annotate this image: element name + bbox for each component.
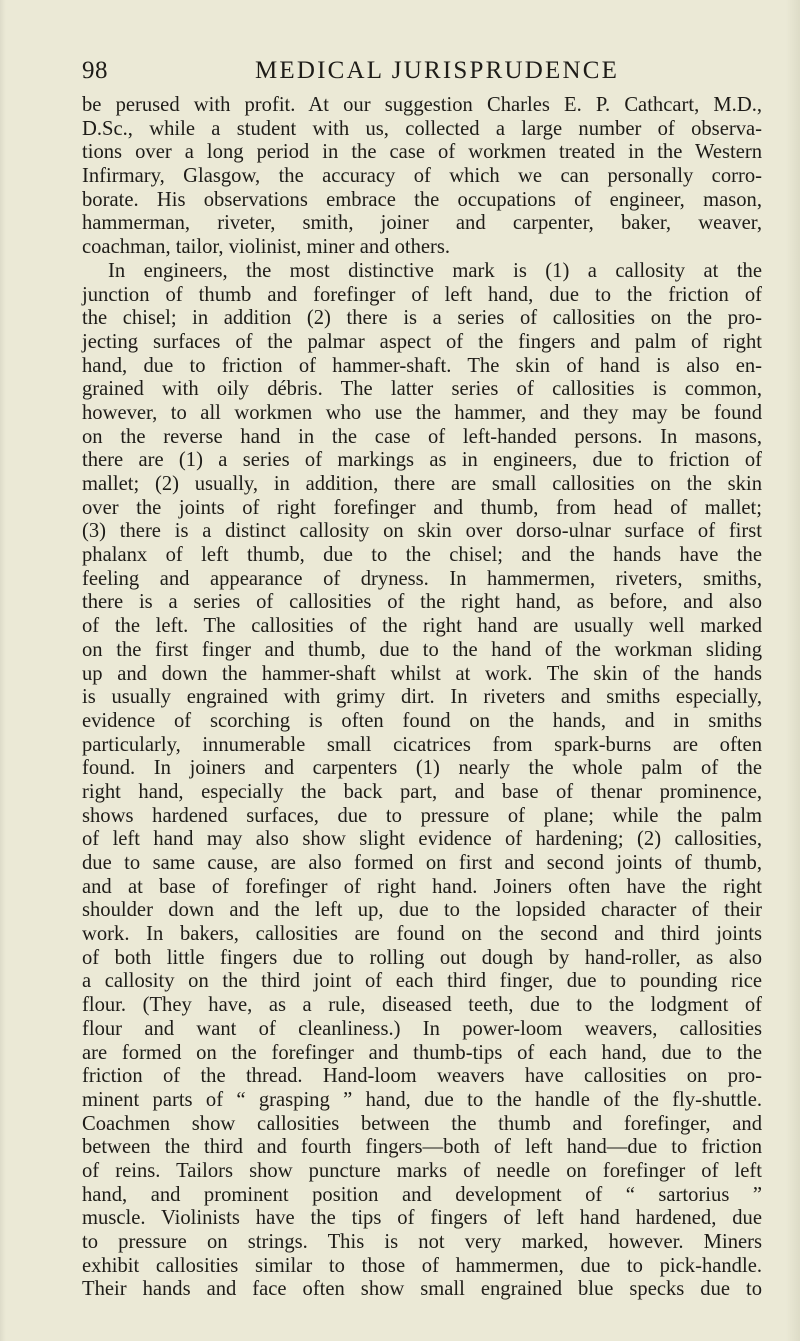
text-line: phalanx of left thumb, due to the chisel; and the hands have the bbox=[82, 544, 762, 567]
running-head: MEDICAL JURISPRUDENCE bbox=[255, 57, 620, 84]
text-line: evidence of scorching is often found on the hands, and in smiths bbox=[82, 709, 762, 732]
text-line: and at base of forefinger of right hand. Joiners often have the right bbox=[82, 875, 762, 898]
body-text bbox=[82, 94, 762, 1302]
text-line: between the third and fourth fingers—both of left hand—due to friction bbox=[82, 1136, 762, 1159]
text-line: jecting surfaces of the palmar aspect of the fingers and palm of right bbox=[82, 330, 762, 353]
text-line: on the first finger and thumb, due to the hand of the workman sliding bbox=[82, 638, 762, 661]
page-number: 98 bbox=[82, 57, 108, 84]
text-line: In engineers, the most distinctive mark is (1) a callosity at the bbox=[108, 259, 762, 282]
text-line: a callosity on the third joint of each third finger, due to pounding rice bbox=[82, 970, 762, 993]
text-line: friction of the thread. Hand-loom weavers have callosities on pro- bbox=[82, 1065, 762, 1088]
text-line: minent parts of “ grasping ” hand, due to the handle of the fly-shuttle. bbox=[82, 1088, 762, 1111]
text-line: right hand, especially the back part, and base of thenar prominence, bbox=[82, 780, 762, 803]
text-line: hammerman, riveter, smith, joiner and carpenter, baker, weaver, bbox=[82, 212, 762, 235]
text-line: muscle. Violinists have the tips of fingers of left hand hardened, due bbox=[82, 1207, 762, 1230]
text-line: to pressure on strings. This is not very marked, however. Miners bbox=[82, 1231, 762, 1253]
text-line: D.Sc., while a student with us, collected a large number of observa- bbox=[82, 117, 762, 140]
text-line: Their hands and face often show small engrained blue specks due to bbox=[82, 1278, 762, 1301]
text-line: flour. (They have, as a rule, diseased teeth, due to the lodgment of bbox=[82, 994, 762, 1017]
text-line: shoulder down and the left up, due to the lopsided character of their bbox=[82, 899, 762, 922]
text-line: due to same cause, are also formed on first and second joints of thumb, bbox=[82, 852, 762, 874]
text-line: however, to all workmen who use the hammer, and they may be found bbox=[82, 401, 762, 424]
text-line: (3) there is a distinct callosity on skin over dorso-ulnar surface of first bbox=[82, 520, 762, 543]
text-line: the chisel; in addition (2) there is a series of callosities on the pro- bbox=[82, 307, 762, 330]
text-line: work. In bakers, callosities are found on the second and third joints bbox=[82, 923, 762, 946]
text-line: feeling and appearance of dryness. In hammermen, riveters, smiths, bbox=[82, 567, 762, 590]
text-line: flour and want of cleanliness.) In power-loom weavers, callosities bbox=[82, 1017, 762, 1040]
text-line: are formed on the forefinger and thumb-tips of each hand, due to the bbox=[82, 1041, 762, 1064]
text-line: of the left. The callosities of the right hand are usually well marked bbox=[82, 615, 762, 638]
page-header bbox=[82, 57, 762, 87]
text-line: of reins. Tailors show puncture marks of needle on forefinger of left bbox=[82, 1159, 762, 1182]
text-line: on the reverse hand in the case of left-handed persons. In masons, bbox=[82, 425, 762, 448]
text-line: up and down the hammer-shaft whilst at work. The skin of the hands bbox=[82, 662, 762, 685]
text-line: borate. His observations embrace the occupations of engineer, mason, bbox=[82, 188, 762, 211]
text-line: mallet; (2) usually, in addition, there are small callosities on the skin bbox=[82, 473, 762, 495]
text-line: particularly, innumerable small cicatrices from spark-burns are often bbox=[82, 733, 762, 756]
text-line: junction of thumb and forefinger of left hand, due to the friction of bbox=[82, 283, 762, 306]
text-line: be perused with profit. At our suggestion Charles E. P. Cathcart, M.D., bbox=[82, 94, 762, 116]
text-line: exhibit callosities similar to those of hammermen, due to pick-handle. bbox=[82, 1254, 762, 1277]
text-line: tions over a long period in the case of workmen treated in the Western bbox=[82, 141, 762, 164]
text-line: shows hardened surfaces, due to pressure of plane; while the palm bbox=[82, 804, 762, 827]
text-line: there is a series of callosities of the right hand, as before, and also bbox=[82, 591, 762, 614]
text-line: hand, and prominent position and development of “ sartorius ” bbox=[82, 1183, 762, 1206]
text-line: over the joints of right forefinger and thumb, from head of mallet; bbox=[82, 496, 762, 519]
text-line: there are (1) a series of markings as in engineers, due to friction of bbox=[82, 449, 762, 472]
text-line: coachman, tailor, violinist, miner and others. bbox=[82, 236, 451, 259]
text-line: Infirmary, Glasgow, the accuracy of which we can personally corro- bbox=[82, 165, 762, 188]
text-line: Coachmen show callosities between the thumb and forefinger, and bbox=[82, 1112, 762, 1135]
text-line: is usually engrained with grimy dirt. In riveters and smiths especially, bbox=[82, 686, 762, 709]
text-line: of left hand may also show slight evidence of hardening; (2) callosities, bbox=[82, 828, 762, 851]
text-line: found. In joiners and carpenters (1) nearly the whole palm of the bbox=[82, 757, 762, 780]
text-line: of both little fingers due to rolling out dough by hand-roller, as also bbox=[82, 946, 762, 969]
text-line: grained with oily débris. The latter series of callosities is common, bbox=[82, 378, 762, 401]
text-line: hand, due to friction of hammer-shaft. The skin of hand is also en- bbox=[82, 354, 762, 377]
